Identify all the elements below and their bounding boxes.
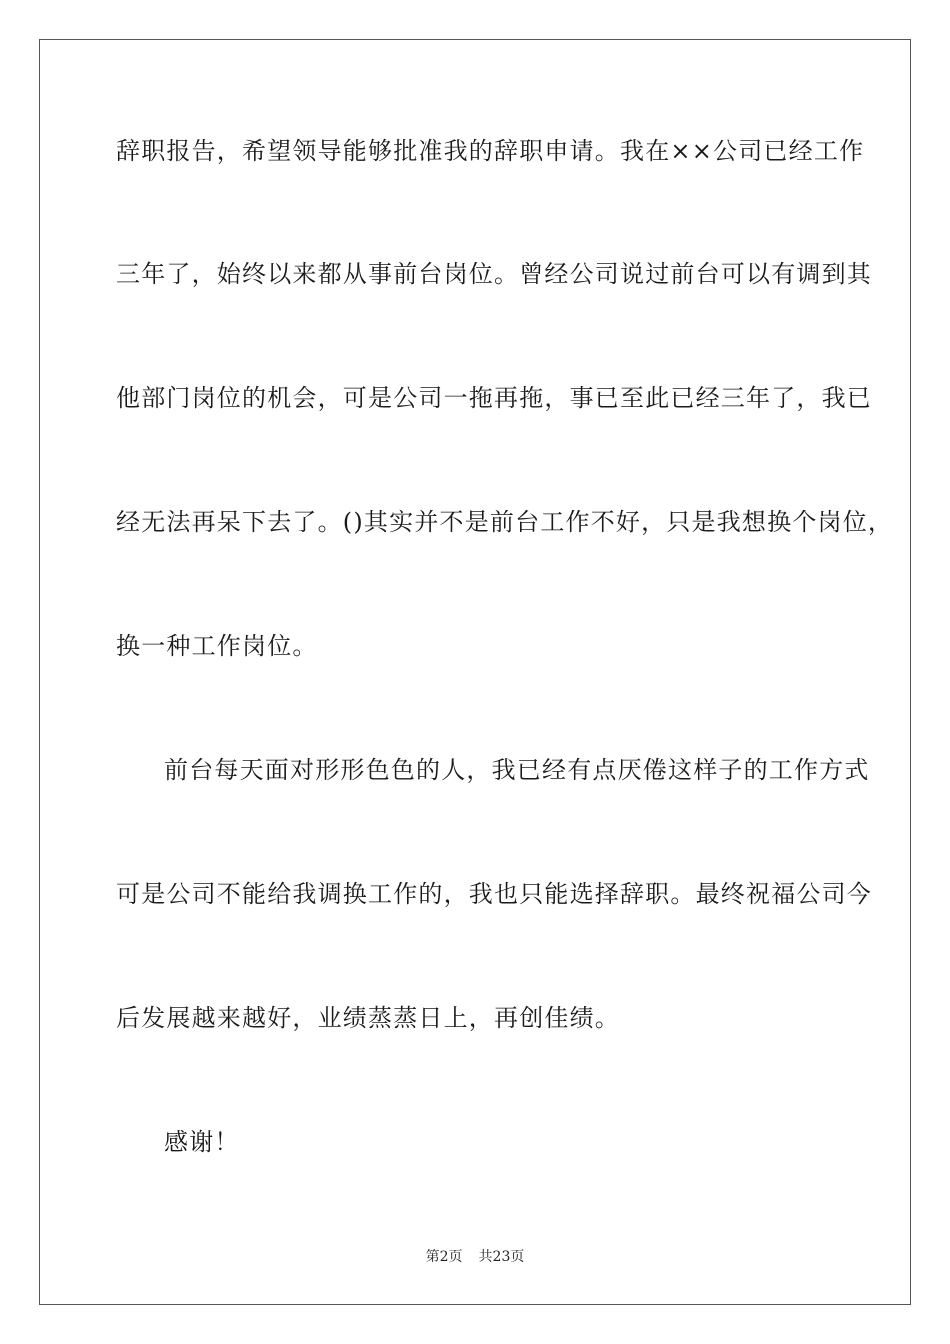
page-total: 共23页 [478,1249,525,1265]
closing-line: 感谢！ [164,1128,240,1156]
paragraph-line: 他部门岗位的机会，可是公司一拖再拖，事已至此已经三年了，我已 [116,384,872,412]
paragraph-line: 经无法再呆下去了。()其实并不是前台工作不好，只是我想换个岗位， [116,508,894,536]
paragraph-line: 辞职报告，希望领导能够批准我的辞职申请。我在××公司已经工作 [116,137,865,165]
page-number: 第2页 [425,1249,463,1265]
paragraph-line: 三年了，始终以来都从事前台岗位。曾经公司说过前台可以有调到其 [116,260,872,288]
paragraph-line: 前台每天面对形形色色的人，我已经有点厌倦这样子的工作方式 [164,756,870,784]
paragraph-line: 换一种工作岗位。 [116,632,318,660]
paragraph-line: 可是公司不能给我调换工作的，我也只能选择辞职。最终祝福公司今 [116,880,872,908]
page-border [39,39,911,1305]
page-footer [0,1248,950,1266]
paragraph-line: 后发展越来越好，业绩蒸蒸日上，再创佳绩。 [116,1004,620,1032]
